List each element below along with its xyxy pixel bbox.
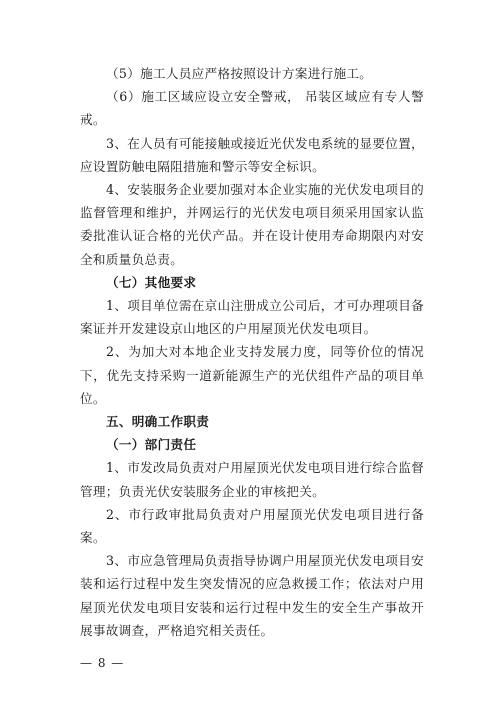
paragraph-electric-shock-isolation: 3、在人员有可能接触或接近光伏发电系统的显要位置，应设置防触电隔阻措施和警示等安全标识。 xyxy=(80,135,424,174)
paragraph-emergency-management-bureau: 3、市应急管理局负责指导协调户用屋顶光伏发电项目安装和运行过程中发生突发情况的应急救援工作；依法对户用屋顶光伏发电项目安装和运行过程中发生的安全生产事故开展事故调查，严格追究相关责任。 xyxy=(80,553,424,638)
document-body xyxy=(80,62,424,642)
page-number: — 8 — xyxy=(80,656,125,670)
paragraph-safety-cordon: （6）施工区域应设立安全警戒， 吊装区域应有专人警戒。 xyxy=(80,89,424,128)
paragraph-company-registration: 1、项目单位需在京山注册成立公司后，才可办理项目备案证并开发建设京山地区的户用屋顶光伏发电项目。 xyxy=(80,298,424,337)
heading-work-responsibilities: 五、明确工作职责 xyxy=(106,414,210,430)
paragraph-administrative-approval-bureau: 2、市行政审批局负责对户用屋顶光伏发电项目进行备案。 xyxy=(80,506,424,546)
paragraph-development-reform-bureau: 1、市发改局负责对户用屋顶光伏发电项目进行综合监督管理；负责光伏安装服务企业的审核把关。 xyxy=(80,460,424,499)
paragraph-local-enterprise-support: 2、为加大对本地企业支持发展力度，同等价位的情况下，优先支持采购一道新能源生产的光伏组件产品的项目单位。 xyxy=(80,344,424,406)
heading-other-requirements: （七）其他要求 xyxy=(106,274,197,290)
paragraph-installer-supervision: 4、安装服务企业要加强对本企业实施的光伏发电项目的监督管理和维护，并网运行的光伏发电项目须采用国家认监委批准认证合格的光伏产品。并在设计使用寿命期限内对安全和质量负总责。 xyxy=(80,182,424,267)
heading-department-responsibilities: （一）部门责任 xyxy=(106,437,197,453)
paragraph-construction-per-design: （5）施工人员应严格按照设计方案进行施工。 xyxy=(106,66,373,81)
